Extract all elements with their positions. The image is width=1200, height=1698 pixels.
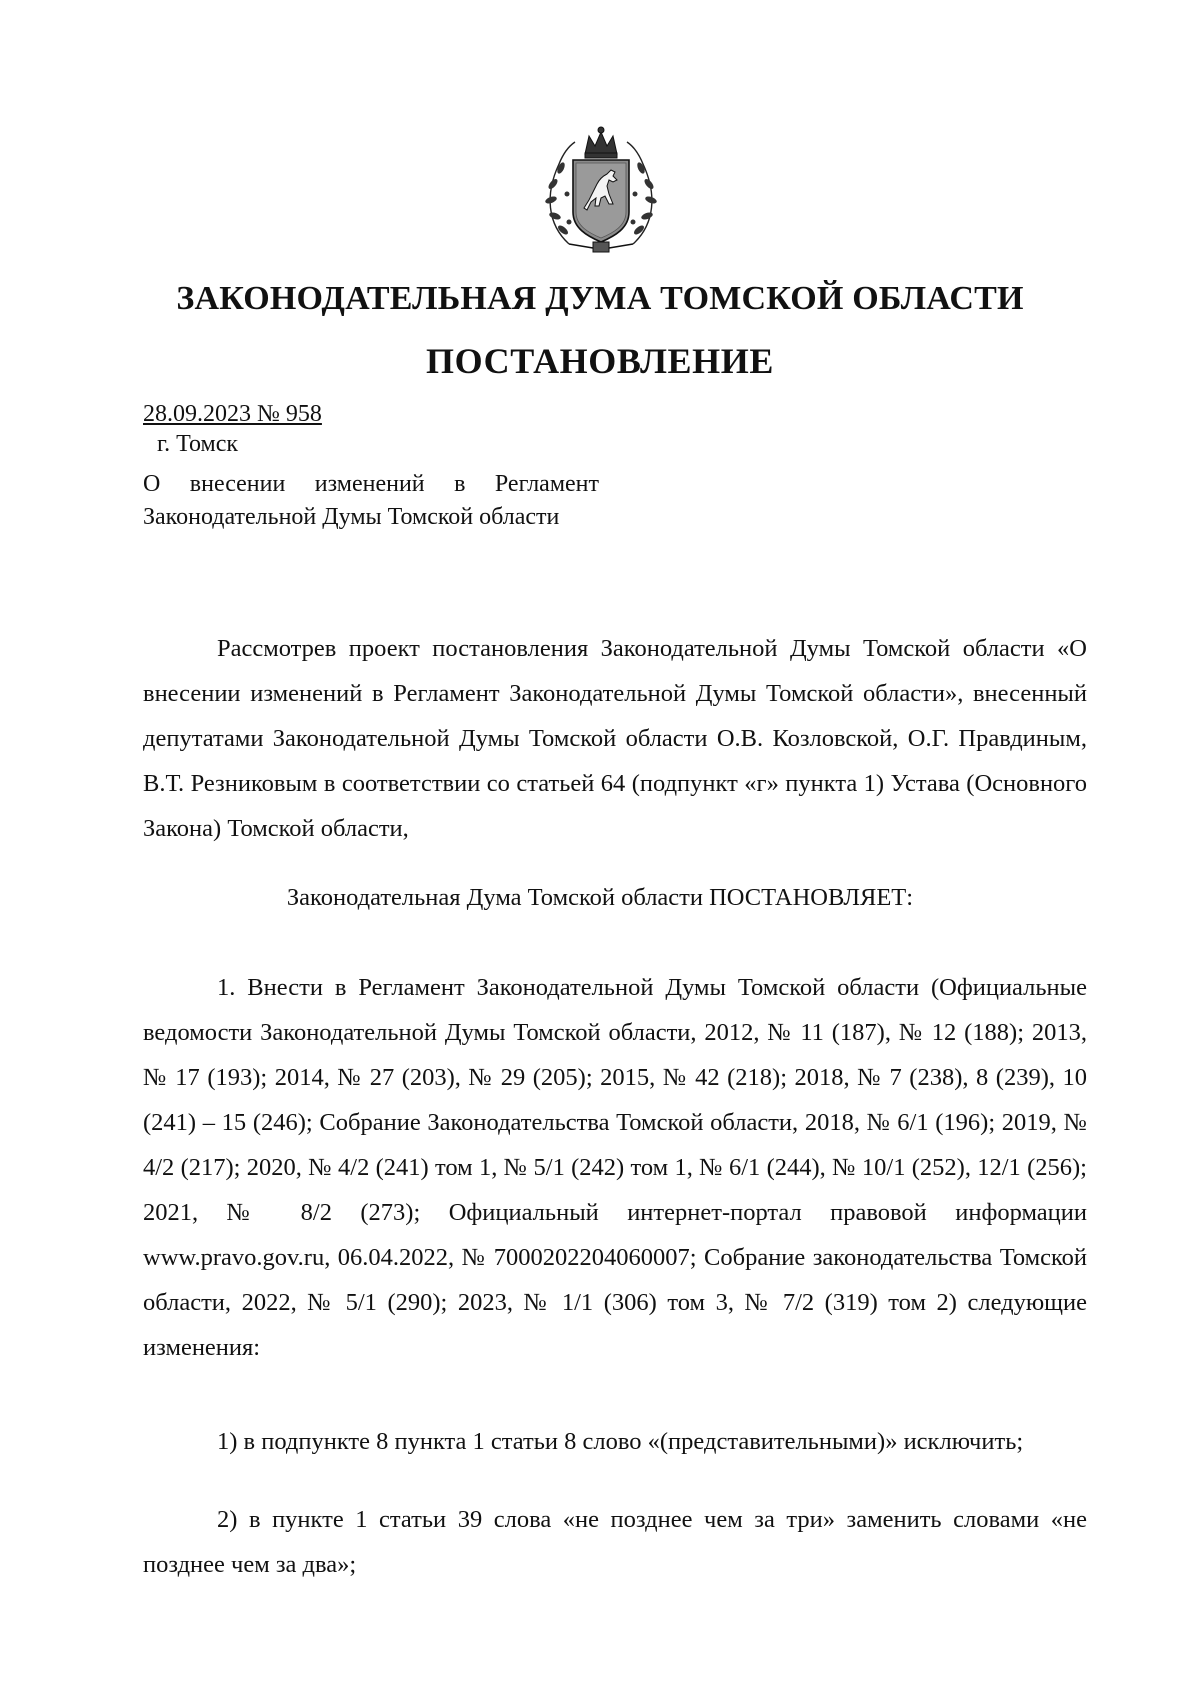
item-1-paragraph: 1. Внести в Регламент Законодательной Думы Томской области (Официальные ведомости Законодательной Думы Томской области, 2012, № 11 (187), № 12 (188); 2013, № 17 (193); 2014, № 27 (203), № 29 (205); 2015, № 42 (218); 2018, № 7 (238), 8 (239), 10 (241) – 15 (246); Собрание Законодательства Томской области, 2018, № 6/1 (196); 2019, № 4/2 (217); 2020, № 4/2 (241) том 1, № 5/1 (242) том 1, № 6/1 (244), № 10/1 (252), 12/1 (256); 2021, № 8/2 (273); Официальный интернет-портал правовой информации www.pravo.gov.ru, 06.04.2022, № 7000202204060007; Собрание законодательства Томской области, 2022, № 5/1 (290); 2023, № 1/1 (306) том 3, № 7/2 (319) том 2) следующие изменения: [143, 974, 1087, 1361]
organization-title: ЗАКОНОДАТЕЛЬНАЯ ДУМА ТОМСКОЙ ОБЛАСТИ [176, 280, 1024, 317]
subitem-1-paragraph: 1) в подпункте 8 пункта 1 статьи 8 слово «(представительными)» исключить; [217, 1428, 1024, 1455]
subitem-2-paragraph: 2) в пункте 1 статьи 39 слова «не позднее чем за три» заменить словами «не позднее чем за два»; [143, 1506, 1087, 1578]
document-subject: О внесении изменений в Регламент Законодательной Думы Томской области [143, 471, 599, 530]
preamble-paragraph: Рассмотрев проект постановления Законодательной Думы Томской области «О внесении изменений в Регламент Законодательной Думы Томской области», внесенный депутатами Законодательной Думы Томской области О.В. Козловской, О.Г. Правдиным, В.Т. Резниковым в соответствии со статьей 64 (подпункт «г» пункта 1) Устава (Основного Закона) Томской области, [143, 635, 1087, 842]
resolve-statement: Законодательная Дума Томской области ПОСТАНОВЛЯЕТ: [286, 884, 914, 911]
document-city: г. Томск [157, 431, 239, 457]
document-date-number: 28.09.2023 № 958 [143, 401, 322, 427]
tomsk-coat-of-arms-emblem [539, 124, 663, 257]
document-type-heading: ПОСТАНОВЛЕНИЕ [426, 341, 774, 381]
